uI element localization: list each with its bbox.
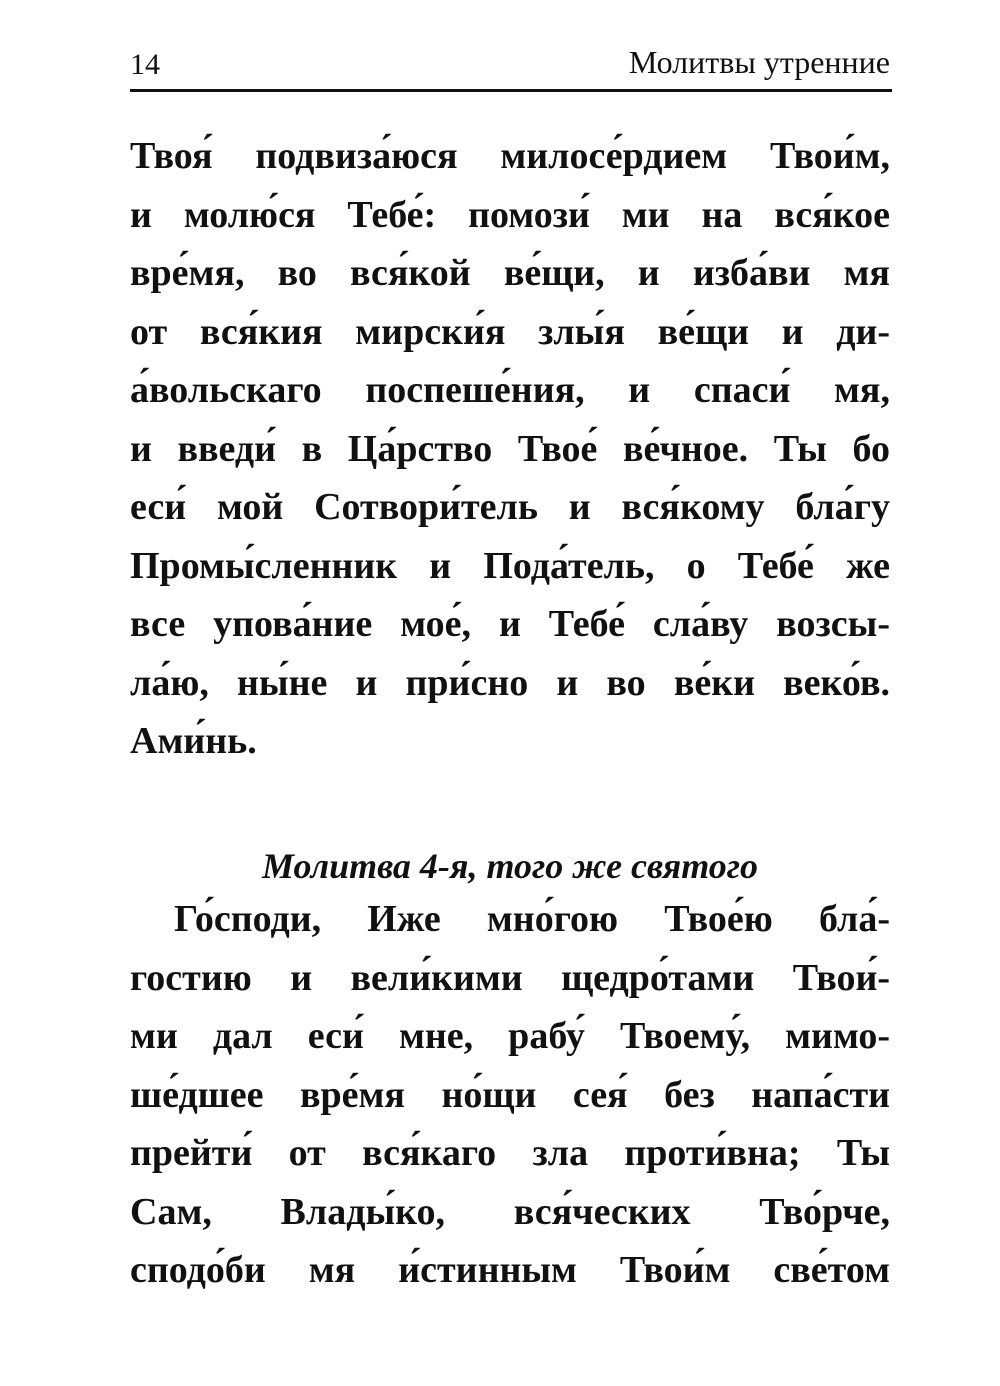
text-line: гостию и вели́кими щедро́тами Твои́-	[130, 956, 890, 999]
text-line: прейти́ от вся́каго зла проти́вна; Ты	[130, 1132, 890, 1174]
section-heading: Молитва 4-я, того же святого	[261, 846, 759, 886]
text-line: ми дал еси́ мне, рабу́ Твоему́, мимо-	[130, 1015, 890, 1057]
text-line: сподо́би мя и́стинным Твои́м све́том	[130, 1249, 890, 1291]
text-line: и введи́ в Ца́рство Твое́ ве́чное. Ты бо	[130, 427, 890, 470]
header-rule	[130, 89, 892, 92]
text-line: еси́ мой Сотвори́тель и вся́кому бла́гу	[130, 486, 890, 528]
text-line: от вся́кия мирски́я злы́я ве́щи и ди-	[130, 310, 890, 353]
text-line: Го́споди, Иже мно́гою Твое́ю бла́-	[174, 898, 890, 940]
text-line: и молю́ся Тебе́: помози́ ми на вся́кое	[130, 193, 890, 236]
prayer-3-continuation	[130, 127, 890, 771]
text-line: Промы́сленник и Пода́тель, о Тебе́ же	[130, 544, 890, 587]
text-line: Ами́нь.	[130, 720, 257, 762]
text-line: а́вольскаго поспеше́ния, и спаси́ мя,	[130, 369, 890, 411]
page-number: 14	[130, 48, 160, 81]
text-line: вре́мя, во вся́кой ве́щи, и изба́ви мя	[130, 252, 890, 294]
running-title: Молитвы утренние	[628, 44, 890, 80]
text-line: все упова́ние мое́, и Тебе́ сла́ву возсы-	[130, 603, 890, 645]
text-line: ше́дшее вре́мя но́щи сея́ без напа́сти	[130, 1073, 890, 1116]
text-line: Сам, Влады́ко, вся́ческих Тво́рче,	[130, 1190, 890, 1233]
text-line: Твоя́ подвиза́юся милосе́рдием Твои́м,	[130, 135, 890, 177]
prayer-4-text	[130, 890, 890, 1300]
running-head	[130, 40, 890, 90]
text-line: ла́ю, ны́не и при́сно и во ве́ки веко́в.	[130, 661, 890, 704]
